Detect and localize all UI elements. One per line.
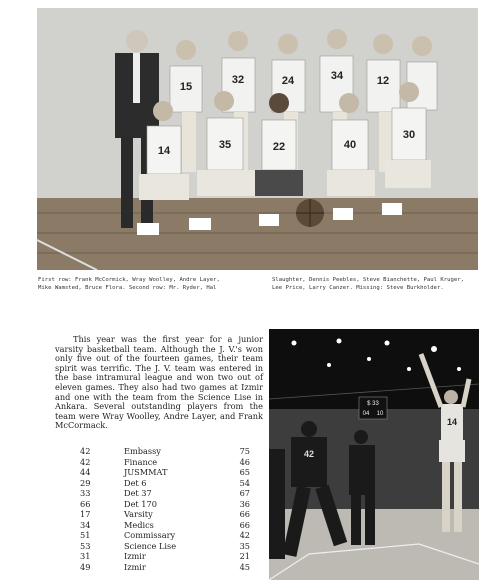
score-row	[80, 520, 250, 531]
jersey-number: 40	[343, 139, 357, 151]
jersey-number: 30	[402, 129, 416, 141]
jersey-number: 34	[330, 70, 344, 82]
jersey-number: 22	[272, 141, 286, 153]
scoreboard-left: 04	[362, 411, 370, 417]
score-us: 66	[80, 498, 91, 509]
score-them: 67	[239, 488, 250, 498]
caption-line: Mike Wamsted, Bruce Flora. Second row: Mr. Ryder, Hal	[38, 285, 217, 291]
score-opponent: Medics	[124, 519, 154, 530]
score-row	[80, 499, 250, 510]
score-opponent: Science Lise	[124, 540, 177, 551]
score-us: 42	[80, 456, 91, 467]
score-us: 53	[80, 540, 91, 551]
jersey-number: 12	[376, 75, 390, 87]
score-them: 42	[239, 530, 250, 540]
photo-caption-left	[38, 276, 258, 292]
jersey-number: 15	[179, 81, 193, 93]
jersey-number: 35	[218, 139, 232, 151]
score-opponent: Izmir	[124, 561, 146, 572]
score-them: 36	[239, 498, 250, 509]
score-opponent: Finance	[124, 456, 158, 467]
jersey-number: 32	[231, 74, 245, 86]
score-opponent: Det 6	[124, 477, 147, 488]
score-them: 45	[239, 561, 250, 572]
jersey-number: 24	[281, 75, 295, 87]
score-us: 51	[80, 530, 91, 540]
score-row	[80, 509, 250, 520]
score-us: 44	[80, 467, 91, 477]
score-opponent: JUSMMAT	[124, 467, 168, 477]
score-us: 31	[80, 551, 91, 561]
score-opponent: Commissary	[124, 530, 176, 540]
score-us: 33	[80, 488, 91, 498]
score-them: 66	[239, 519, 250, 530]
scoreboard-top: $ 33	[367, 401, 379, 407]
score-us: 42	[80, 446, 91, 456]
team-photo	[37, 8, 478, 270]
score-them: 54	[239, 477, 250, 488]
score-opponent: Izmir	[124, 551, 146, 561]
scores-table	[80, 446, 250, 572]
jersey-number: 14	[446, 417, 458, 427]
score-row	[80, 551, 250, 562]
score-opponent: Det 170	[124, 498, 157, 509]
jersey-number: 42	[303, 449, 315, 459]
score-them: 65	[239, 467, 250, 477]
score-opponent: Embassy	[124, 446, 161, 456]
score-us: 34	[80, 519, 91, 530]
article-paragraph: This year was the first year for a junior varsity basketball team. Although the J. V.'s won only five out of the fourteen games, their team spirit was terrific. The J. V. team was entered in the base intramural league and won two out of eleven games. They also had two games at Izmir and one with the team from the Science Lise in Ankara. Several outstanding players from the team were Wray Woolley, Andre Layer, and Frank McCormack.	[55, 334, 263, 431]
score-row	[80, 457, 250, 468]
caption-line: Slaughter, Dennis Peebles, Steve Bianchette, Paul Kruger,	[272, 277, 464, 283]
caption-line: First row: Frank McCormick, Wray Woolley, Andre Layer,	[38, 277, 220, 283]
photo-caption-right	[272, 276, 482, 292]
jersey-number: 14	[157, 145, 171, 157]
score-them: 66	[239, 509, 250, 519]
score-them: 21	[239, 551, 250, 561]
score-us: 49	[80, 561, 91, 572]
action-photo	[269, 329, 479, 580]
score-opponent: Det 37	[124, 488, 152, 498]
score-row	[80, 488, 250, 499]
score-us: 17	[80, 509, 91, 519]
score-row	[80, 467, 250, 478]
score-us: 29	[80, 477, 91, 488]
scoreboard-right: 10	[376, 411, 384, 417]
score-row	[80, 478, 250, 489]
score-them: 46	[239, 456, 250, 467]
score-row	[80, 446, 250, 457]
score-row	[80, 541, 250, 552]
score-opponent: Varsity	[124, 509, 153, 519]
score-them: 35	[239, 540, 250, 551]
caption-line: Lee Price, Larry Canzer. Missing: Steve Burkholder.	[272, 285, 444, 291]
score-row	[80, 530, 250, 541]
score-them: 75	[239, 446, 250, 456]
score-row	[80, 562, 250, 573]
